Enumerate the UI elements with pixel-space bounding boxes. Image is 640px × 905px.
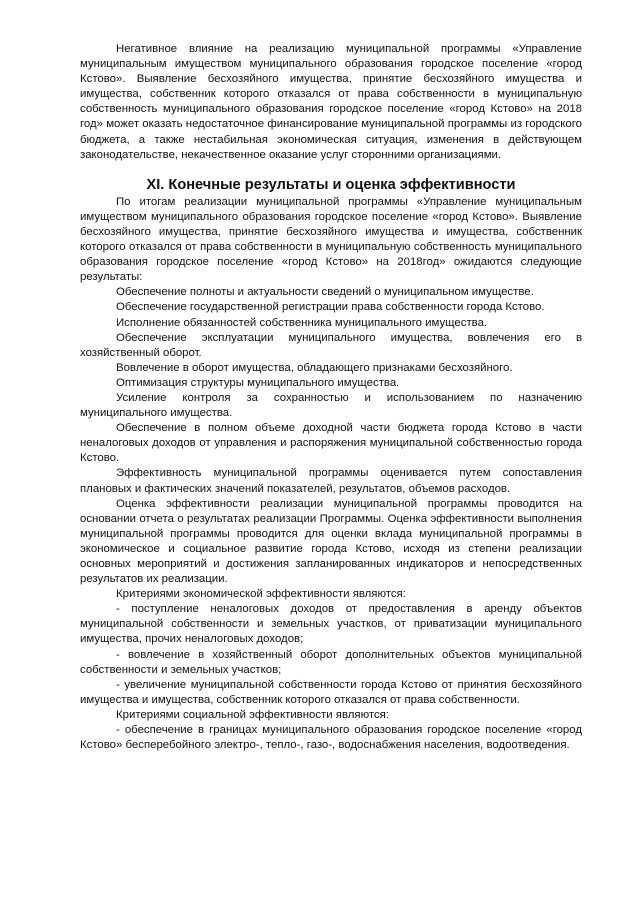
- paragraph-result-7: Усиление контроля за сохранностью и использованием по назначению муниципального имущества.: [80, 391, 582, 420]
- paragraph-results-intro: По итогам реализации муниципальной программы «Управление муниципальным имуществом муниципального образования городское поселение «город Кстово». Выявление бесхозяйного имущества, принятие бесхозяйного имущества и имущества, собственник которого отказался от права собственности в муниципальную собственность муниципального образования городское поселение «город Кстово» на 2018год» ожидаются следующие результаты:: [80, 195, 582, 284]
- list-item-social-1: - обеспечение в границах муниципального образования городское поселение «город Кстово» бесперебойного электро-, тепло-, газо-, водоснабжения населения, водоотведения.: [80, 724, 582, 752]
- paragraph-result-3: Исполнение обязанностей собственника муниципального имущества.: [116, 316, 488, 329]
- paragraph-result-1: Обеспечение полноты и актуальности сведений о муниципальном имуществе.: [116, 286, 534, 299]
- list-item-economic-1: - поступление неналоговых доходов от предоставления в аренду объектов муниципальной собственности и земельных участков, от приватизации муниципального имущества, прочих неналоговых доходов;: [80, 603, 582, 646]
- paragraph-result-8: Обеспечение в полном объеме доходной части бюджета города Кстово в части неналоговых доходов от управления и распоряжения муниципальной собственностью города Кстово.: [80, 422, 582, 465]
- paragraph-result-6: Оптимизация структуры муниципального имущества.: [116, 376, 400, 389]
- section-title: XI. Конечные результаты и оценка эффективности: [146, 176, 516, 193]
- paragraph-efficiency: Эффективность муниципальной программы оценивается путем сопоставления плановых и фактических значений показателей, результатов, объемов расходов.: [80, 467, 582, 495]
- paragraph-result-5: Вовлечение в оборот имущества, обладающего признаками бесхозяйного.: [116, 361, 513, 374]
- paragraph-social-criteria-heading: Критериями социальной эффективности являются:: [116, 708, 389, 721]
- list-item-economic-3: - увеличение муниципальной собственности города Кстово от принятия бесхозяйного имущества и имущества, собственник которого отказался от права собственности.: [80, 678, 582, 706]
- paragraph-economic-criteria-heading: Критериями экономической эффективности являются:: [116, 588, 406, 601]
- paragraph-result-2: Обеспечение государственной регистрации права собственности города Кстово.: [116, 301, 545, 314]
- paragraph-evaluation: Оценка эффективности реализации муниципальной программы проводится на основании отчета о результатах реализации Программы. Оценка эффективности выполнения муниципальной программы проводится для оценки вклада муниципальной программы в экономическое и социальное развитие города Кстово, исходя из степени реализации основных мероприятий и достижения запланированных индикаторов и непосредственных результатов их реализации.: [80, 497, 582, 586]
- list-item-economic-2: - вовлечение в хозяйственный оборот дополнительных объектов муниципальной собственности и земельных участков;: [80, 648, 582, 676]
- paragraph-result-4: Обеспечение эксплуатации муниципального имущества, вовлечения его в хозяйственный оборот.: [80, 331, 582, 359]
- intro-paragraph: Негативное влияние на реализацию муниципальной программы «Управление муниципальным имуществом муниципального образования городское поселение «город Кстово». Выявление бесхозяйного имущества, принятие бесхозяйного имущества и имущества, собственник которого отказался от права собственности в муниципальную собственность муниципального образования городское поселение «город Кстово» на 2018 год» может оказать недостаточное финансирование муниципальной программы из городского бюджета, а также нестабильная экономическая ситуация, изменения в действующем законодательстве, некачественное оказание услуг сторонними организациями.: [80, 43, 582, 161]
